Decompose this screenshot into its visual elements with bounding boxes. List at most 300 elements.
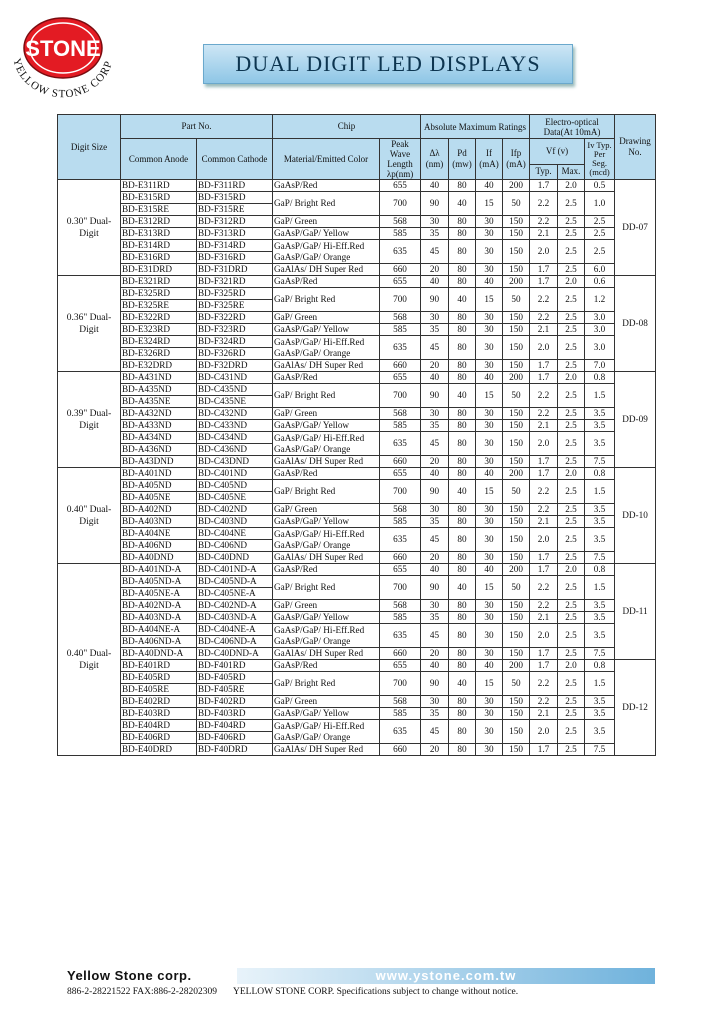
vtyp-cell: 2.0 — [530, 528, 558, 552]
dl-cell: 40 — [421, 276, 449, 288]
if-cell: 30 — [476, 624, 503, 648]
table-row — [58, 576, 656, 588]
vtyp-cell: 2.2 — [530, 672, 558, 696]
if-cell: 30 — [476, 420, 503, 432]
table-row — [58, 456, 656, 468]
iv-cell: 1.5 — [585, 384, 615, 408]
table-row — [58, 276, 656, 288]
if-cell: 30 — [476, 324, 503, 336]
common-cathode-cell: BD-C405ND-A — [197, 576, 273, 588]
pd-cell: 80 — [449, 516, 476, 528]
common-cathode-cell: BD-C403ND-A — [197, 612, 273, 624]
material-cell: GaP/ Bright Red — [273, 576, 380, 600]
material-cell: GaAlAs/ DH Super Red — [273, 744, 380, 756]
header-delta-lambda: Δλ (nm) — [421, 139, 449, 180]
peak-cell: 568 — [380, 696, 421, 708]
material-line: GaAsP/GaP/ Orange — [274, 443, 351, 454]
vmax-cell: 2.5 — [558, 264, 585, 276]
pd-cell: 80 — [449, 264, 476, 276]
vtyp-cell: 1.7 — [530, 648, 558, 660]
pd-cell: 80 — [449, 744, 476, 756]
header-abs-max: Absolute Maximum Ratings — [421, 115, 530, 139]
dl-cell: 20 — [421, 744, 449, 756]
if-cell: 15 — [476, 576, 503, 600]
peak-cell: 655 — [380, 660, 421, 672]
common-cathode-cell: BD-C406ND-A — [197, 636, 273, 648]
ifp-cell: 150 — [503, 432, 530, 456]
if-cell: 30 — [476, 720, 503, 744]
iv-cell: 7.5 — [585, 456, 615, 468]
vtyp-cell: 1.7 — [530, 552, 558, 564]
material-cell — [273, 240, 380, 264]
common-cathode-cell: BD-F315RD — [197, 192, 273, 204]
material-cell: GaAsP/Red — [273, 468, 380, 480]
common-cathode-cell: BD-F325RE — [197, 300, 273, 312]
if-cell: 40 — [476, 276, 503, 288]
common-anode-cell: BD-A435ND — [121, 384, 197, 396]
if-cell: 15 — [476, 192, 503, 216]
digit-size-cell: 0.40" Dual-Digit — [58, 564, 121, 756]
iv-cell: 0.8 — [585, 564, 615, 576]
common-cathode-cell: BD-C435ND — [197, 384, 273, 396]
pd-cell: 40 — [449, 384, 476, 408]
peak-cell: 568 — [380, 600, 421, 612]
dl-cell: 45 — [421, 336, 449, 360]
vtyp-cell: 2.0 — [530, 624, 558, 648]
iv-cell: 0.8 — [585, 372, 615, 384]
if-cell: 30 — [476, 744, 503, 756]
peak-cell: 700 — [380, 480, 421, 504]
peak-cell: 700 — [380, 192, 421, 216]
dl-cell: 20 — [421, 360, 449, 372]
pd-cell: 80 — [449, 720, 476, 744]
vtyp-cell: 1.7 — [530, 180, 558, 192]
common-cathode-cell: BD-F326RD — [197, 348, 273, 360]
if-cell: 30 — [476, 228, 503, 240]
ifp-cell: 150 — [503, 744, 530, 756]
common-anode-cell: BD-E322RD — [121, 312, 197, 324]
iv-cell: 6.0 — [585, 264, 615, 276]
ifp-cell: 150 — [503, 528, 530, 552]
pd-cell: 40 — [449, 288, 476, 312]
page-title: DUAL DIGIT LED DISPLAYS — [203, 44, 573, 84]
vmax-cell: 2.5 — [558, 324, 585, 336]
iv-cell: 7.5 — [585, 552, 615, 564]
vmax-cell: 2.5 — [558, 624, 585, 648]
material-cell: GaP/ Green — [273, 312, 380, 324]
vmax-cell: 2.0 — [558, 372, 585, 384]
dl-cell: 90 — [421, 480, 449, 504]
vtyp-cell: 1.7 — [530, 276, 558, 288]
table-row — [58, 720, 656, 732]
vmax-cell: 2.5 — [558, 432, 585, 456]
table-row — [58, 612, 656, 624]
common-anode-cell: BD-E405RE — [121, 684, 197, 696]
material-cell: GaP/ Bright Red — [273, 480, 380, 504]
common-cathode-cell: BD-C405NE — [197, 492, 273, 504]
vtyp-cell: 2.2 — [530, 192, 558, 216]
peak-cell: 635 — [380, 720, 421, 744]
peak-cell: 660 — [380, 552, 421, 564]
peak-cell: 655 — [380, 276, 421, 288]
if-cell: 30 — [476, 432, 503, 456]
pd-cell: 80 — [449, 180, 476, 192]
common-cathode-cell: BD-C401ND-A — [197, 564, 273, 576]
vmax-cell: 2.5 — [558, 336, 585, 360]
header-chip: Chip — [273, 115, 421, 139]
footer-notice: YELLOW STONE CORP. Specifications subject to change without notice. — [233, 987, 519, 997]
common-cathode-cell: BD-C431ND — [197, 372, 273, 384]
pd-cell: 80 — [449, 624, 476, 648]
header-vf: Vf (v) — [530, 139, 585, 165]
common-cathode-cell: BD-C404NE-A — [197, 624, 273, 636]
peak-cell: 700 — [380, 576, 421, 600]
material-cell: GaAsP/GaP/ Yellow — [273, 516, 380, 528]
material-cell — [273, 528, 380, 552]
peak-cell: 700 — [380, 384, 421, 408]
header-digit-size: Digit Size — [58, 115, 121, 180]
vtyp-cell: 1.7 — [530, 744, 558, 756]
material-cell — [273, 336, 380, 360]
dl-cell: 35 — [421, 612, 449, 624]
dl-cell: 30 — [421, 312, 449, 324]
peak-cell: 660 — [380, 360, 421, 372]
common-anode-cell: BD-E312RD — [121, 216, 197, 228]
vmax-cell: 2.5 — [558, 456, 585, 468]
material-line: GaAsP/GaP/ Orange — [274, 251, 351, 262]
pd-cell: 80 — [449, 504, 476, 516]
vtyp-cell: 1.7 — [530, 468, 558, 480]
dl-cell: 45 — [421, 720, 449, 744]
common-anode-cell: BD-A405ND — [121, 480, 197, 492]
common-cathode-cell: BD-C432ND — [197, 408, 273, 420]
if-cell: 30 — [476, 648, 503, 660]
common-cathode-cell: BD-F404RD — [197, 720, 273, 732]
material-cell: GaAsP/Red — [273, 276, 380, 288]
common-cathode-cell: BD-F406RD — [197, 732, 273, 744]
digit-size-cell: 0.36" Dual-Digit — [58, 276, 121, 372]
ifp-cell: 50 — [503, 192, 530, 216]
peak-cell: 655 — [380, 180, 421, 192]
material-cell: GaP/ Green — [273, 216, 380, 228]
iv-cell: 3.5 — [585, 708, 615, 720]
common-cathode-cell: BD-F313RD — [197, 228, 273, 240]
ifp-cell: 150 — [503, 720, 530, 744]
peak-cell: 635 — [380, 240, 421, 264]
material-cell: GaAsP/Red — [273, 372, 380, 384]
material-cell: GaAlAs/ DH Super Red — [273, 360, 380, 372]
table-row — [58, 564, 656, 576]
vmax-cell: 2.5 — [558, 516, 585, 528]
table-row — [58, 288, 656, 300]
iv-cell: 7.5 — [585, 648, 615, 660]
vtyp-cell: 2.2 — [530, 696, 558, 708]
iv-cell: 3.5 — [585, 432, 615, 456]
vmax-cell: 2.5 — [558, 240, 585, 264]
ifp-cell: 150 — [503, 600, 530, 612]
material-cell: GaAsP/GaP/ Yellow — [273, 708, 380, 720]
common-cathode-cell: BD-C43DND — [197, 456, 273, 468]
ifp-cell: 150 — [503, 516, 530, 528]
common-anode-cell: BD-A404NE-A — [121, 624, 197, 636]
iv-cell: 1.5 — [585, 672, 615, 696]
header-peak: Peak Wave Length λp(nm) — [380, 139, 421, 180]
common-anode-cell: BD-E314RD — [121, 240, 197, 252]
dl-cell: 30 — [421, 600, 449, 612]
material-cell: GaP/ Green — [273, 504, 380, 516]
if-cell: 30 — [476, 360, 503, 372]
if-cell: 30 — [476, 336, 503, 360]
ifp-cell: 200 — [503, 564, 530, 576]
ifp-cell: 200 — [503, 276, 530, 288]
digit-size-cell: 0.30" Dual-Digit — [58, 180, 121, 276]
common-cathode-cell: BD-C436ND — [197, 444, 273, 456]
common-anode-cell: BD-A406ND — [121, 540, 197, 552]
if-cell: 30 — [476, 600, 503, 612]
footer-website[interactable]: www.ystone.com.tw — [237, 968, 655, 984]
if-cell: 30 — [476, 264, 503, 276]
peak-cell: 568 — [380, 312, 421, 324]
dl-cell: 35 — [421, 324, 449, 336]
ifp-cell: 150 — [503, 324, 530, 336]
ifp-cell: 150 — [503, 240, 530, 264]
pd-cell: 80 — [449, 312, 476, 324]
common-anode-cell: BD-E404RD — [121, 720, 197, 732]
vmax-cell: 2.5 — [558, 312, 585, 324]
peak-cell: 635 — [380, 528, 421, 552]
dl-cell: 90 — [421, 192, 449, 216]
iv-cell: 3.0 — [585, 324, 615, 336]
vmax-cell: 2.5 — [558, 288, 585, 312]
common-cathode-cell: BD-C401ND — [197, 468, 273, 480]
vmax-cell: 2.5 — [558, 360, 585, 372]
logo-ring-text: YELLOW STONE CORP — [10, 56, 115, 101]
if-cell: 15 — [476, 672, 503, 696]
vmax-cell: 2.5 — [558, 228, 585, 240]
common-cathode-cell: BD-C402ND-A — [197, 600, 273, 612]
common-anode-cell: BD-A435NE — [121, 396, 197, 408]
vtyp-cell: 1.7 — [530, 660, 558, 672]
ifp-cell: 150 — [503, 696, 530, 708]
header-common-cathode: Common Cathode — [197, 139, 273, 180]
dl-cell: 35 — [421, 420, 449, 432]
common-anode-cell: BD-E316RD — [121, 252, 197, 264]
material-line: GaAsP/GaP/ Hi-Eff.Red — [274, 432, 365, 443]
common-cathode-cell: BD-F403RD — [197, 708, 273, 720]
peak-cell: 585 — [380, 324, 421, 336]
ifp-cell: 150 — [503, 612, 530, 624]
pd-cell: 80 — [449, 324, 476, 336]
vtyp-cell: 2.1 — [530, 324, 558, 336]
common-cathode-cell: BD-F402RD — [197, 696, 273, 708]
material-line: GaAsP/GaP/ Hi-Eff.Red — [274, 624, 365, 635]
common-cathode-cell: BD-C434ND — [197, 432, 273, 444]
drawing-no-cell: DD-10 — [615, 468, 656, 564]
common-anode-cell: BD-E31DRD — [121, 264, 197, 276]
table-row — [58, 420, 656, 432]
common-anode-cell: BD-E321RD — [121, 276, 197, 288]
common-anode-cell: BD-A401ND-A — [121, 564, 197, 576]
table-row — [58, 528, 656, 540]
iv-cell: 3.5 — [585, 408, 615, 420]
peak-cell: 585 — [380, 612, 421, 624]
drawing-no-cell: DD-11 — [615, 564, 656, 660]
table-row — [58, 660, 656, 672]
ifp-cell: 150 — [503, 408, 530, 420]
iv-cell: 1.5 — [585, 480, 615, 504]
common-cathode-cell: BD-F315RE — [197, 204, 273, 216]
vtyp-cell: 2.0 — [530, 240, 558, 264]
ifp-cell: 150 — [503, 336, 530, 360]
ifp-cell: 150 — [503, 264, 530, 276]
common-anode-cell: BD-A432ND — [121, 408, 197, 420]
vtyp-cell: 2.2 — [530, 600, 558, 612]
dl-cell: 20 — [421, 264, 449, 276]
vtyp-cell: 2.1 — [530, 516, 558, 528]
peak-cell: 568 — [380, 216, 421, 228]
ifp-cell: 50 — [503, 672, 530, 696]
table-row — [58, 432, 656, 444]
peak-cell: 568 — [380, 504, 421, 516]
common-anode-cell: BD-E324RD — [121, 336, 197, 348]
common-cathode-cell: BD-C435NE — [197, 396, 273, 408]
vmax-cell: 2.5 — [558, 384, 585, 408]
dl-cell: 45 — [421, 432, 449, 456]
ifp-cell: 200 — [503, 180, 530, 192]
common-anode-cell: BD-E405RD — [121, 672, 197, 684]
iv-cell: 7.5 — [585, 744, 615, 756]
vmax-cell: 2.5 — [558, 648, 585, 660]
peak-cell: 700 — [380, 672, 421, 696]
vmax-cell: 2.5 — [558, 408, 585, 420]
vmax-cell: 2.5 — [558, 192, 585, 216]
vmax-cell: 2.5 — [558, 696, 585, 708]
common-cathode-cell: BD-C40DND-A — [197, 648, 273, 660]
material-cell: GaAsP/GaP/ Yellow — [273, 228, 380, 240]
common-cathode-cell: BD-F405RE — [197, 684, 273, 696]
common-anode-cell: BD-A404NE — [121, 528, 197, 540]
spec-table — [57, 114, 656, 756]
pd-cell: 80 — [449, 468, 476, 480]
if-cell: 40 — [476, 660, 503, 672]
table-row — [58, 480, 656, 492]
drawing-no-cell: DD-09 — [615, 372, 656, 468]
table-row — [58, 336, 656, 348]
common-cathode-cell: BD-F324RD — [197, 336, 273, 348]
material-cell: GaAlAs/ DH Super Red — [273, 648, 380, 660]
vtyp-cell: 2.2 — [530, 480, 558, 504]
common-anode-cell: BD-A40DND-A — [121, 648, 197, 660]
dl-cell: 45 — [421, 528, 449, 552]
table-row — [58, 180, 656, 192]
dl-cell: 30 — [421, 216, 449, 228]
peak-cell: 660 — [380, 648, 421, 660]
iv-cell: 3.5 — [585, 720, 615, 744]
ifp-cell: 150 — [503, 420, 530, 432]
pd-cell: 80 — [449, 564, 476, 576]
if-cell: 15 — [476, 288, 503, 312]
vtyp-cell: 2.1 — [530, 612, 558, 624]
pd-cell: 80 — [449, 552, 476, 564]
vtyp-cell: 2.2 — [530, 288, 558, 312]
material-line: GaAsP/GaP/ Orange — [274, 731, 351, 742]
dl-cell: 90 — [421, 672, 449, 696]
common-anode-cell: BD-E325RD — [121, 288, 197, 300]
dl-cell: 30 — [421, 408, 449, 420]
peak-cell: 585 — [380, 420, 421, 432]
material-line: GaAsP/GaP/ Orange — [274, 635, 351, 646]
vtyp-cell: 2.2 — [530, 216, 558, 228]
material-cell: GaAsP/GaP/ Yellow — [273, 324, 380, 336]
common-cathode-cell: BD-F401RD — [197, 660, 273, 672]
common-anode-cell: BD-A403ND — [121, 516, 197, 528]
vmax-cell: 2.5 — [558, 708, 585, 720]
vmax-cell: 2.5 — [558, 528, 585, 552]
iv-cell: 3.5 — [585, 516, 615, 528]
if-cell: 15 — [476, 384, 503, 408]
common-cathode-cell: BD-F321RD — [197, 276, 273, 288]
vtyp-cell: 1.7 — [530, 372, 558, 384]
common-cathode-cell: BD-C404NE — [197, 528, 273, 540]
material-line: GaAsP/GaP/ Hi-Eff.Red — [274, 528, 365, 539]
iv-cell: 3.5 — [585, 696, 615, 708]
pd-cell: 80 — [449, 600, 476, 612]
pd-cell: 40 — [449, 576, 476, 600]
dl-cell: 90 — [421, 384, 449, 408]
dl-cell: 20 — [421, 456, 449, 468]
pd-cell: 80 — [449, 708, 476, 720]
digit-size-cell: 0.40" Dual-Digit — [58, 468, 121, 564]
vtyp-cell: 2.2 — [530, 576, 558, 600]
material-cell: GaAsP/GaP/ Yellow — [273, 420, 380, 432]
table-row — [58, 648, 656, 660]
common-cathode-cell: BD-F325RD — [197, 288, 273, 300]
table-row — [58, 696, 656, 708]
if-cell: 30 — [476, 216, 503, 228]
common-cathode-cell: BD-F311RD — [197, 180, 273, 192]
pd-cell: 80 — [449, 228, 476, 240]
ifp-cell: 200 — [503, 468, 530, 480]
dl-cell: 35 — [421, 516, 449, 528]
if-cell: 30 — [476, 552, 503, 564]
iv-cell: 3.5 — [585, 600, 615, 612]
ifp-cell: 200 — [503, 660, 530, 672]
common-anode-cell: BD-A402ND-A — [121, 600, 197, 612]
vmax-cell: 2.5 — [558, 216, 585, 228]
common-anode-cell: BD-A405NE — [121, 492, 197, 504]
material-cell — [273, 624, 380, 648]
material-line: GaAsP/GaP/ Orange — [274, 539, 351, 550]
ifp-cell: 50 — [503, 480, 530, 504]
if-cell: 30 — [476, 516, 503, 528]
common-cathode-cell: BD-F316RD — [197, 252, 273, 264]
header-common-anode: Common Anode — [121, 139, 197, 180]
material-cell — [273, 720, 380, 744]
dl-cell: 40 — [421, 180, 449, 192]
common-anode-cell: BD-E311RD — [121, 180, 197, 192]
ifp-cell: 150 — [503, 228, 530, 240]
common-anode-cell: BD-A402ND — [121, 504, 197, 516]
pd-cell: 40 — [449, 480, 476, 504]
vtyp-cell: 2.2 — [530, 504, 558, 516]
table-row — [58, 552, 656, 564]
peak-cell: 568 — [380, 408, 421, 420]
digit-size-cell: 0.39" Dual-Digit — [58, 372, 121, 468]
ifp-cell: 150 — [503, 312, 530, 324]
iv-cell: 3.5 — [585, 504, 615, 516]
ifp-cell: 150 — [503, 504, 530, 516]
table-row — [58, 312, 656, 324]
